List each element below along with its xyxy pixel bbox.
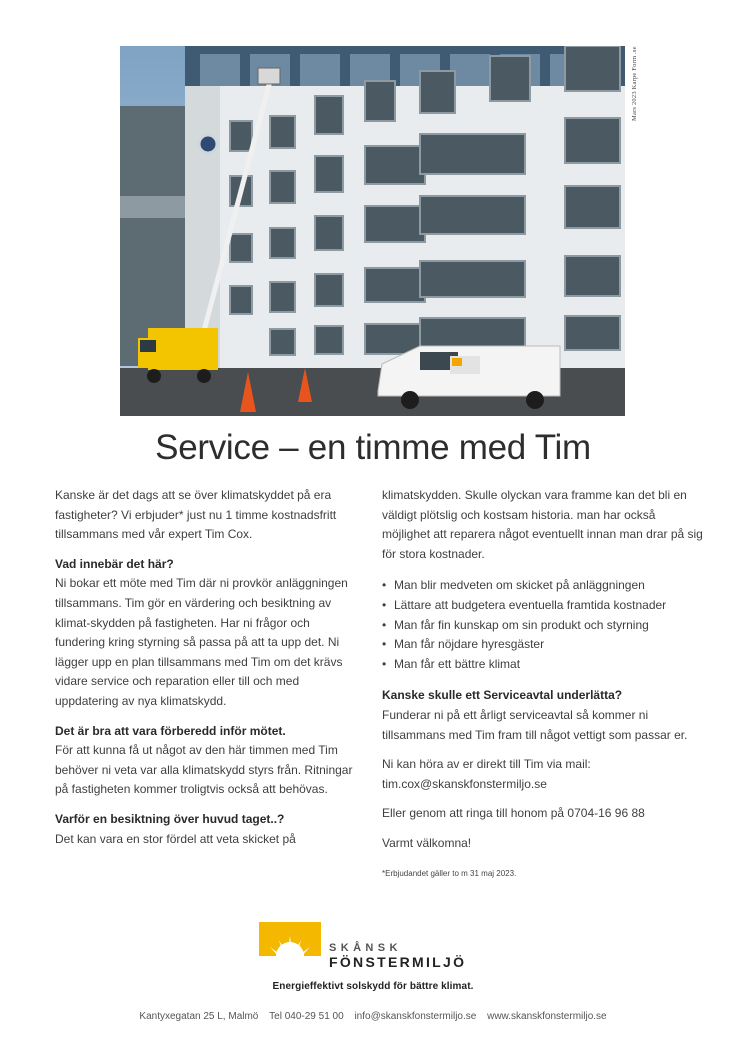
list-item: • Man blir medveten om skicket på anläggningen (382, 576, 704, 596)
list-item: • Man får nöjdare hyresgäster (382, 635, 704, 655)
logo-line-2: FÖNSTERMILJÖ (329, 954, 467, 970)
footer-email-link[interactable]: info@skanskfonstermiljo.se (354, 1011, 477, 1022)
tagline: Energieffektivt solskydd för bättre klimat. (272, 981, 474, 992)
continuation-text: klimatskydden. Skulle olyckan vara framme kan det bli en väldigt plötslig och kostsam historia. man har också möjlighet att reparera något eventuellt innan man drar på sig för stora kostnader. (382, 488, 703, 561)
logo-line-1: SKÅNSK (329, 942, 402, 954)
footer-address: Kantyxegatan 25 L, Malmö (139, 1011, 259, 1022)
right-column (382, 486, 704, 883)
page-title: Service – en timme med Tim (155, 428, 591, 467)
photo-credit: Mars 2023 Karpe Form .se (631, 46, 638, 121)
section-text-prepare: För att kunna få ut något av den här timmen med Tim behöver ni veta var alla klimatskydd styrs från. Ritningar på fastigheten kommer troligtvis också att behövas. (55, 743, 353, 797)
list-item: • Lättare att budgetera eventuella framtida kostnader (382, 596, 704, 616)
section-text-why: Det kan vara en stor fördel att veta skicket på (55, 831, 296, 846)
list-item: • Man får ett bättre klimat (382, 655, 704, 675)
offer-footnote: *Erbjudandet gäller to m 31 maj 2023. (382, 868, 517, 878)
section-heading-agreement: Kanske skulle ett Serviceavtal underlätta? (382, 688, 623, 703)
closing-text: Varmt välkomna! (382, 835, 472, 850)
footer-website-link[interactable]: www.skanskfonstermiljo.se (487, 1011, 607, 1022)
section-text-what: Ni bokar ett möte med Tim där ni provkör anläggningen tillsammans. Tim gör en värdering och besiktning av klimat-skydden på fastigheten. Har ni frågor och fundering kring styrning så passa på att ta upp det. Ni lägger upp en plan tillsammans med Tim om det krävs vidare service och reparation eller till och med uppdatering av nya klimatskydd. (55, 576, 348, 708)
building-photo (120, 46, 625, 416)
company-logo (259, 922, 499, 974)
building-photo-illustration (120, 46, 625, 416)
section-heading-what: Vad innebär det här? (55, 556, 174, 571)
contact-phone-text: Eller genom att ringa till honom på 0704-16 96 88 (382, 806, 645, 821)
section-heading-why: Varför en besiktning över huvud taget..? (55, 811, 285, 826)
footer-phone: Tel 040-29 51 00 (269, 1011, 344, 1022)
section-heading-prepare: Det är bra att vara förberedd inför mötet. (55, 723, 286, 738)
footer-contact (0, 1011, 746, 1022)
list-item: • Man får fin kunskap om sin produkt och styrning (382, 616, 704, 636)
intro-text: Kanske är det dags att se över klimatskyddet på era fastigheter? Vi erbjuder* just nu 1 timme kostnadsfritt tillsammans med vår expert Tim Cox. (55, 488, 337, 542)
left-column (55, 486, 355, 849)
contact-mail-text: Ni kan höra av er direkt till Tim via mail: (382, 757, 591, 772)
sun-logo-icon (259, 922, 321, 970)
benefits-list (382, 576, 704, 674)
section-text-agreement: Funderar ni på ett årligt serviceavtal så kommer ni tillsammans med Tim fram till något vettigt som passar er. (382, 707, 688, 742)
contact-mail-link[interactable]: tim.cox@skanskfonstermiljo.se (382, 776, 547, 791)
